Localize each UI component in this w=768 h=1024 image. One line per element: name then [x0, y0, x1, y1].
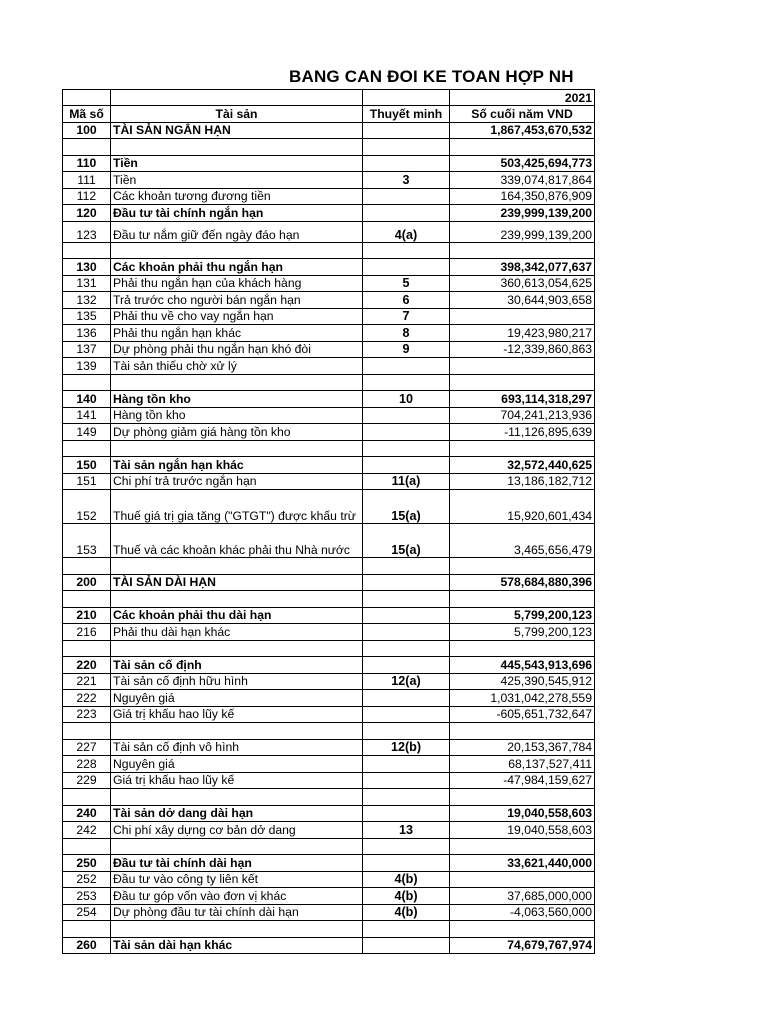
row-value: 1,031,042,278,559 — [450, 690, 595, 707]
row-asset-name: Các khoản tương đương tiền — [111, 188, 363, 205]
table-row — [63, 155, 595, 172]
row-code: 100 — [63, 122, 111, 139]
row-asset-name: Phải thu ngắn hạn khác — [111, 325, 363, 342]
row-code: 136 — [63, 325, 111, 342]
table-row — [63, 706, 595, 723]
table-row — [63, 172, 595, 189]
row-code: 242 — [63, 822, 111, 839]
table-row — [63, 574, 595, 591]
row-asset-name: Tài sản ngắn hạn khác — [111, 457, 363, 474]
row-note — [363, 690, 450, 707]
table-row — [63, 259, 595, 276]
row-note — [363, 607, 450, 624]
table-row — [63, 805, 595, 822]
table-row — [63, 657, 595, 674]
row-asset-name: Tài sản cố định hữu hình — [111, 673, 363, 690]
row-asset-name: Tài sản dài hạn khác — [111, 937, 363, 954]
row-asset-name: Tài sản dở dang dài hạn — [111, 805, 363, 822]
row-code: 140 — [63, 391, 111, 408]
row-code: 223 — [63, 706, 111, 723]
blank-row — [63, 838, 595, 855]
row-value — [450, 308, 595, 325]
balance-sheet-table — [62, 89, 595, 954]
table-row — [63, 473, 595, 490]
row-note — [363, 424, 450, 441]
row-asset-name: Giá trị khấu hao lũy kế — [111, 706, 363, 723]
row-asset-name: Nguyên giá — [111, 690, 363, 707]
row-asset-name: Tiền — [111, 155, 363, 172]
row-code: 123 — [63, 221, 111, 242]
row-asset-name: Tài sản thiếu chờ xử lý — [111, 358, 363, 375]
row-asset-name: Hàng tồn kho — [111, 407, 363, 424]
table-row — [63, 822, 595, 839]
table-row — [63, 358, 595, 375]
row-value: 33,621,440,000 — [450, 855, 595, 872]
row-code: 250 — [63, 855, 111, 872]
row-note: 8 — [363, 325, 450, 342]
row-asset-name: Giá trị khấu hao lũy kế — [111, 772, 363, 789]
row-value: 339,074,817,864 — [450, 172, 595, 189]
table-row — [63, 855, 595, 872]
row-code: 152 — [63, 490, 111, 524]
row-note — [363, 657, 450, 674]
table-row — [63, 607, 595, 624]
row-code: 112 — [63, 188, 111, 205]
row-code: 240 — [63, 805, 111, 822]
row-code: 222 — [63, 690, 111, 707]
row-value: 1,867,453,670,532 — [450, 122, 595, 139]
row-asset-name: Phải thu dài hạn khác — [111, 624, 363, 641]
row-asset-name: Các khoản phải thu ngắn hạn — [111, 259, 363, 276]
row-note: 12(b) — [363, 739, 450, 756]
row-asset-name: Dự phòng đầu tư tài chính dài hạn — [111, 904, 363, 921]
row-code: 220 — [63, 657, 111, 674]
table-row — [63, 325, 595, 342]
row-note: 15(a) — [363, 490, 450, 524]
table-row — [63, 772, 595, 789]
row-note: 13 — [363, 822, 450, 839]
row-asset-name: Tài sản cố định — [111, 657, 363, 674]
table-row — [63, 756, 595, 773]
row-asset-name: Dự phòng phải thu ngắn hạn khó đòi — [111, 341, 363, 358]
blank-row — [63, 558, 595, 575]
blank-row — [63, 640, 595, 657]
row-value: -12,339,860,863 — [450, 341, 595, 358]
row-value: -11,126,895,639 — [450, 424, 595, 441]
row-value: 5,799,200,123 — [450, 607, 595, 624]
row-asset-name: Tiền — [111, 172, 363, 189]
row-value: 503,425,694,773 — [450, 155, 595, 172]
table-row — [63, 871, 595, 888]
table-row — [63, 188, 595, 205]
row-asset-name: Chi phí trả trước ngắn hạn — [111, 473, 363, 490]
row-code: 252 — [63, 871, 111, 888]
row-asset-name: Chi phí xây dựng cơ bản dở dang — [111, 822, 363, 839]
table-row — [63, 292, 595, 309]
row-asset-name: TÀI SẢN NGẮN HẠN — [111, 122, 363, 139]
row-note — [363, 855, 450, 872]
row-note — [363, 756, 450, 773]
row-code: 120 — [63, 205, 111, 222]
row-value: 360,613,054,625 — [450, 275, 595, 292]
row-value: 578,684,880,396 — [450, 574, 595, 591]
row-note: 15(a) — [363, 524, 450, 558]
year-row — [63, 90, 595, 106]
row-code: 254 — [63, 904, 111, 921]
blank-row — [63, 440, 595, 457]
row-value: 68,137,527,411 — [450, 756, 595, 773]
row-note — [363, 457, 450, 474]
table-row — [63, 457, 595, 474]
blank-row — [63, 723, 595, 740]
table-row — [63, 904, 595, 921]
row-note: 6 — [363, 292, 450, 309]
table-row — [63, 275, 595, 292]
row-asset-name: Đầu tư vào công ty liên kết — [111, 871, 363, 888]
blank-row — [63, 242, 595, 259]
row-code: 216 — [63, 624, 111, 641]
row-note: 4(b) — [363, 871, 450, 888]
row-value: 30,644,903,658 — [450, 292, 595, 309]
row-value: 398,342,077,637 — [450, 259, 595, 276]
row-asset-name: Thuế giá trị gia tăng ("GTGT") được khấu trừ — [111, 490, 363, 524]
row-code: 111 — [63, 172, 111, 189]
col-value-header: Số cuối năm VND — [450, 106, 595, 123]
row-note: 5 — [363, 275, 450, 292]
row-code: 139 — [63, 358, 111, 375]
row-note — [363, 706, 450, 723]
row-code: 141 — [63, 407, 111, 424]
table-row — [63, 673, 595, 690]
row-note: 4(b) — [363, 888, 450, 905]
table-row — [63, 888, 595, 905]
row-code: 149 — [63, 424, 111, 441]
table-row — [63, 937, 595, 954]
row-code: 229 — [63, 772, 111, 789]
row-value: 164,350,876,909 — [450, 188, 595, 205]
row-code: 135 — [63, 308, 111, 325]
table-row — [63, 308, 595, 325]
report-title: BANG CAN ĐOI KE TOAN HỢP NH — [289, 67, 574, 86]
row-note — [363, 937, 450, 954]
table-row — [63, 341, 595, 358]
row-value: 445,543,913,696 — [450, 657, 595, 674]
row-note — [363, 259, 450, 276]
col-code-header: Mã số — [63, 106, 111, 123]
table-row — [63, 624, 595, 641]
row-code: 228 — [63, 756, 111, 773]
table-row — [63, 407, 595, 424]
row-value: 425,390,545,912 — [450, 673, 595, 690]
row-value: 704,241,213,936 — [450, 407, 595, 424]
row-value: -605,651,732,647 — [450, 706, 595, 723]
table-row — [63, 739, 595, 756]
table-row — [63, 490, 595, 524]
row-note: 12(a) — [363, 673, 450, 690]
row-value: 13,186,182,712 — [450, 473, 595, 490]
table-row — [63, 690, 595, 707]
row-value — [450, 358, 595, 375]
row-code: 253 — [63, 888, 111, 905]
row-value — [450, 871, 595, 888]
row-asset-name: Hàng tồn kho — [111, 391, 363, 408]
row-value: 20,153,367,784 — [450, 739, 595, 756]
row-asset-name: Trả trước cho người bán ngắn hạn — [111, 292, 363, 309]
row-note: 11(a) — [363, 473, 450, 490]
row-note: 3 — [363, 172, 450, 189]
row-value: 3,465,656,479 — [450, 524, 595, 558]
table-row — [63, 205, 595, 222]
row-value: 239,999,139,200 — [450, 205, 595, 222]
row-asset-name: Nguyên giá — [111, 756, 363, 773]
row-code: 130 — [63, 259, 111, 276]
row-asset-name: Đầu tư tài chính ngắn hạn — [111, 205, 363, 222]
row-code: 150 — [63, 457, 111, 474]
col-note-header: Thuyết minh — [363, 106, 450, 123]
row-code: 137 — [63, 341, 111, 358]
row-note — [363, 624, 450, 641]
row-note — [363, 407, 450, 424]
row-value: -47,984,159,627 — [450, 772, 595, 789]
row-note — [363, 122, 450, 139]
row-asset-name: Thuế và các khoản khác phải thu Nhà nước — [111, 524, 363, 558]
row-note: 9 — [363, 341, 450, 358]
row-value: 5,799,200,123 — [450, 624, 595, 641]
row-code: 110 — [63, 155, 111, 172]
row-note: 10 — [363, 391, 450, 408]
row-note — [363, 574, 450, 591]
row-value: 693,114,318,297 — [450, 391, 595, 408]
row-code: 260 — [63, 937, 111, 954]
row-value: 19,040,558,603 — [450, 822, 595, 839]
row-value: 32,572,440,625 — [450, 457, 595, 474]
row-note — [363, 188, 450, 205]
blank-row — [63, 591, 595, 608]
row-asset-name: Các khoản phải thu dài hạn — [111, 607, 363, 624]
row-code: 151 — [63, 473, 111, 490]
row-note — [363, 358, 450, 375]
row-code: 210 — [63, 607, 111, 624]
blank-row — [63, 374, 595, 391]
table-row — [63, 424, 595, 441]
row-asset-name: Tài sản cố định vô hình — [111, 739, 363, 756]
row-code: 200 — [63, 574, 111, 591]
row-value: 74,679,767,974 — [450, 937, 595, 954]
row-code: 131 — [63, 275, 111, 292]
table-row — [63, 524, 595, 558]
col-asset-header: Tài sản — [111, 106, 363, 123]
row-note: 7 — [363, 308, 450, 325]
row-value: 15,920,601,434 — [450, 490, 595, 524]
row-note — [363, 805, 450, 822]
table-row — [63, 122, 595, 139]
year-label: 2021 — [450, 90, 595, 106]
row-asset-name: Phải thu ngắn hạn của khách hàng — [111, 275, 363, 292]
blank-row — [63, 139, 595, 156]
row-asset-name: Đầu tư tài chính dài hạn — [111, 855, 363, 872]
row-asset-name: Dự phòng giảm giá hàng tồn kho — [111, 424, 363, 441]
row-asset-name: Đầu tư góp vốn vào đơn vị khác — [111, 888, 363, 905]
row-note — [363, 772, 450, 789]
row-code: 132 — [63, 292, 111, 309]
row-value: 19,423,980,217 — [450, 325, 595, 342]
row-note — [363, 205, 450, 222]
row-code: 221 — [63, 673, 111, 690]
row-value: 19,040,558,603 — [450, 805, 595, 822]
table-row — [63, 221, 595, 242]
blank-row — [63, 789, 595, 806]
row-code: 153 — [63, 524, 111, 558]
row-code: 227 — [63, 739, 111, 756]
row-asset-name: Đầu tư nắm giữ đến ngày đáo hạn — [111, 221, 363, 242]
row-note: 4(a) — [363, 221, 450, 242]
row-asset-name: TÀI SẢN DÀI HẠN — [111, 574, 363, 591]
row-note — [363, 155, 450, 172]
row-asset-name: Phải thu về cho vay ngắn hạn — [111, 308, 363, 325]
blank-row — [63, 921, 595, 938]
row-note: 4(b) — [363, 904, 450, 921]
row-value: -4,063,560,000 — [450, 904, 595, 921]
column-header-row — [63, 106, 595, 123]
row-value: 239,999,139,200 — [450, 221, 595, 242]
table-row — [63, 391, 595, 408]
row-value: 37,685,000,000 — [450, 888, 595, 905]
